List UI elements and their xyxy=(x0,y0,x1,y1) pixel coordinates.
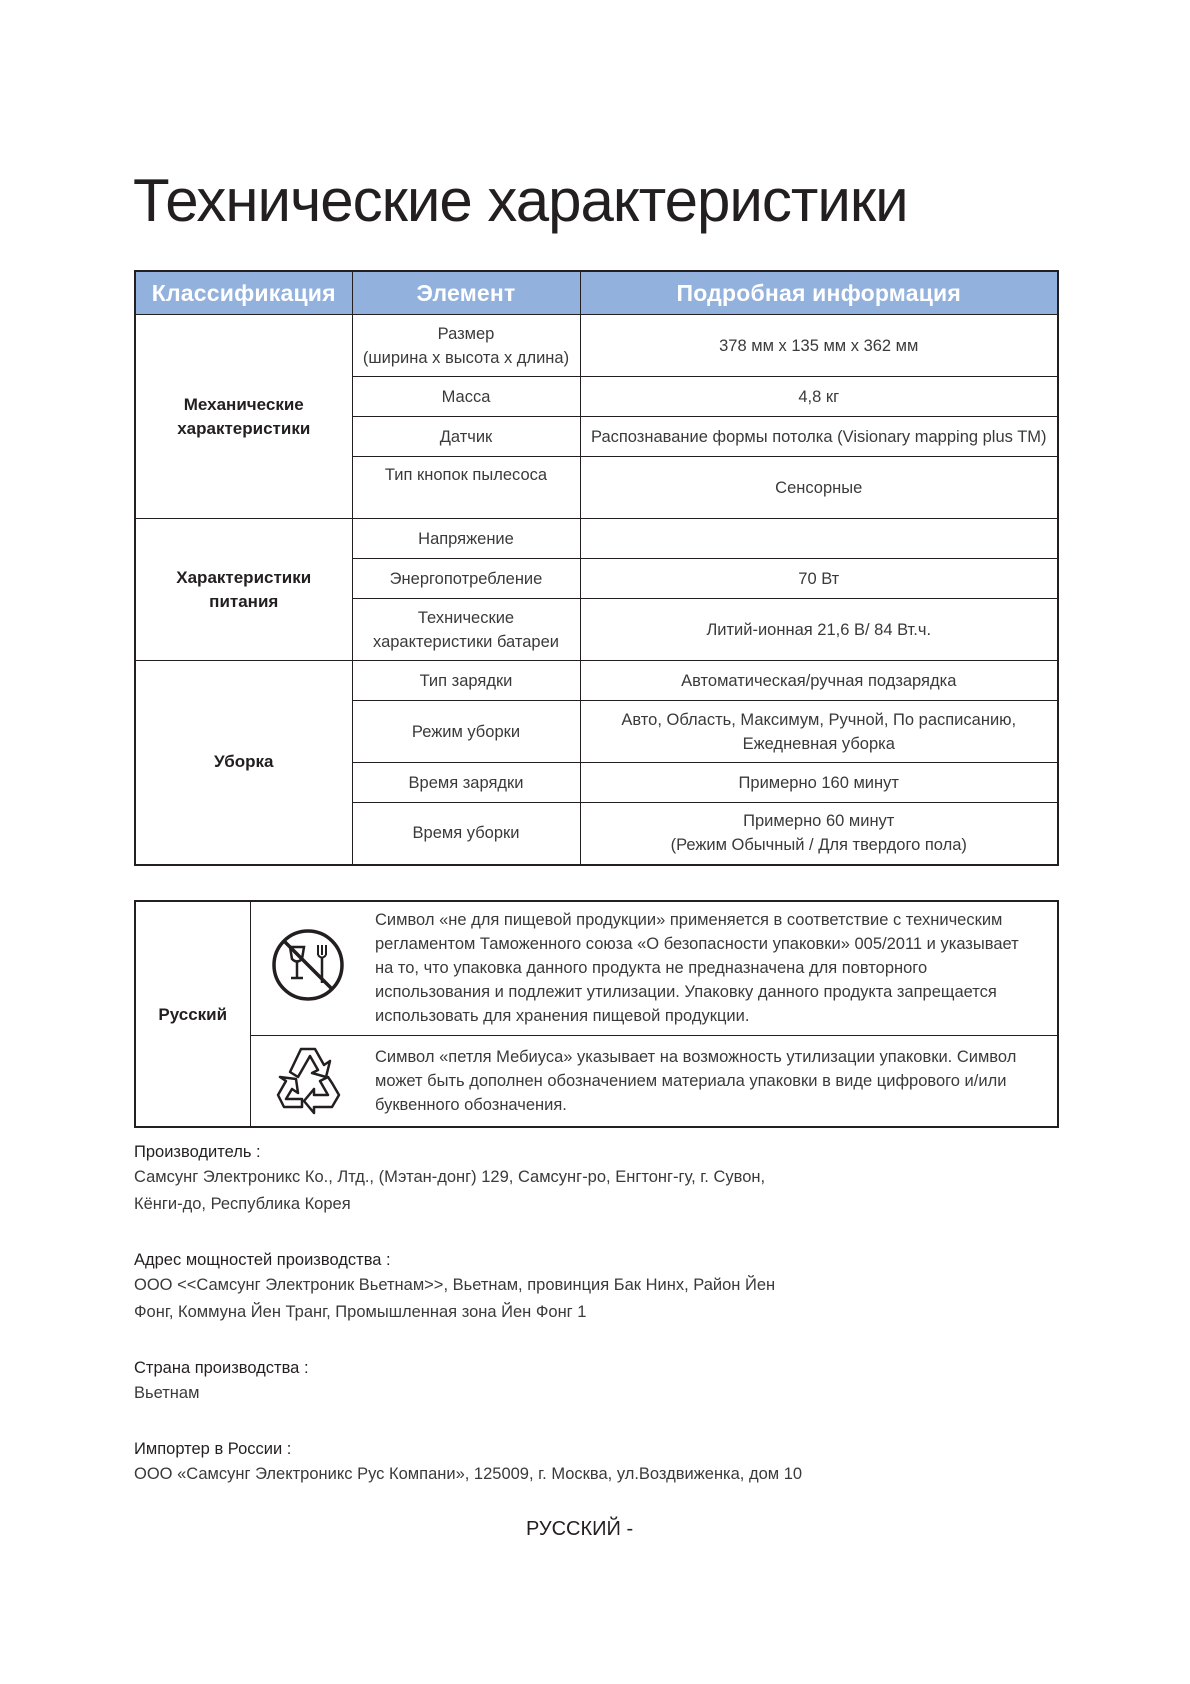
language-label: Русский xyxy=(135,901,250,1127)
symbol-description: Символ «петля Мебиуса» указывает на возможность утилизации упаковки. Символ может быть дополнен обозначением материала упаковки в виде цифрового и/или буквенного обозначения. xyxy=(365,1035,1058,1127)
country-text: Вьетнам xyxy=(134,1384,200,1402)
facility-block xyxy=(134,1248,934,1326)
page-title: Технические характеристики xyxy=(133,167,908,234)
detail-cell: Автоматическая/ручная подзарядка xyxy=(580,661,1058,701)
detail-cell: 4,8 кг xyxy=(580,377,1058,417)
specifications-table xyxy=(134,270,1059,866)
element-cell: Масса xyxy=(352,377,580,417)
detail-cell: 378 мм x 135 мм x 362 мм xyxy=(580,315,1058,377)
table-row xyxy=(135,315,1058,377)
detail-cell: Литий-ионная 21,6 В/ 84 Вт.ч. xyxy=(580,599,1058,661)
mobius-loop-icon xyxy=(250,1035,365,1127)
importer-block xyxy=(134,1437,934,1488)
detail-cell: Примерно 60 минут (Режим Обычный / Для твердого пола) xyxy=(580,803,1058,865)
importer-label: Импортер в России : xyxy=(134,1440,292,1458)
header-element: Элемент xyxy=(352,271,580,315)
element-cell: Напряжение xyxy=(352,519,580,559)
header-details: Подробная информация xyxy=(580,271,1058,315)
country-block xyxy=(134,1356,934,1407)
detail-cell: 70 Вт xyxy=(580,559,1058,599)
detail-cell: Примерно 160 минут xyxy=(580,763,1058,803)
detail-cell: Авто, Область, Максимум, Ручной, По расписанию, Ежедневная уборка xyxy=(580,701,1058,763)
symbol-row xyxy=(135,901,1058,1035)
manufacturer-label: Производитель : xyxy=(134,1143,261,1161)
manufacturer-block xyxy=(134,1140,934,1218)
page-footer: РУССКИЙ - xyxy=(526,1518,634,1540)
country-label: Страна производства : xyxy=(134,1359,309,1377)
manufacturer-text: Самсунг Электроникс Ко., Лтд., (Мэтан-донг) 129, Самсунг-ро, Енгтонг-гу, г. Сувон, Кёнги-до, Республика Корея xyxy=(134,1168,766,1213)
symbol-row xyxy=(135,1035,1058,1127)
category-cell: Уборка xyxy=(135,661,352,865)
detail-cell: Сенсорные xyxy=(580,457,1058,519)
element-cell: Режим уборки xyxy=(352,701,580,763)
element-cell: Тип кнопок пылесоса xyxy=(352,457,580,519)
category-cell: Механические характеристики xyxy=(135,315,352,519)
category-cell: Характеристики питания xyxy=(135,519,352,661)
element-cell: Время уборки xyxy=(352,803,580,865)
table-row xyxy=(135,661,1058,701)
header-classification: Классификация xyxy=(135,271,352,315)
importer-text: ООО «Самсунг Электроникс Рус Компани», 125009, г. Москва, ул.Воздвиженка, дом 10 xyxy=(134,1465,803,1483)
symbol-description: Символ «не для пищевой продукции» применяется в соответствие с техническим регламентом Таможенного союза «О безопасности упаковки» 005/2011 и указывает на то, что упаковка данного продукта не предназначена для повторного использования и подлежит утилизации. Упаковку данного продукта запрещается использовать для хранения пищевой продукции. xyxy=(365,901,1058,1035)
table-header-row xyxy=(135,271,1058,315)
element-cell: Тип зарядки xyxy=(352,661,580,701)
facility-text: ООО <<Самсунг Электроник Вьетнам>>, Вьетнам, провинция Бак Нинх, Район Йен Фонг, Коммуна Йен Транг, Промышленная зона Йен Фонг 1 xyxy=(134,1276,776,1321)
facility-label: Адрес мощностей производства : xyxy=(134,1251,391,1269)
element-cell: Время зарядки xyxy=(352,763,580,803)
element-cell: Энергопотребление xyxy=(352,559,580,599)
detail-cell: Распознавание формы потолка (Visionary mapping plus TM) xyxy=(580,417,1058,457)
element-cell: Датчик xyxy=(352,417,580,457)
not-for-food-icon xyxy=(250,901,365,1035)
element-cell: Размер (ширина x высота x длина) xyxy=(352,315,580,377)
element-cell: Технические характеристики батареи xyxy=(352,599,580,661)
detail-cell xyxy=(580,519,1058,559)
table-row xyxy=(135,519,1058,559)
packaging-symbols-table xyxy=(134,900,1059,1128)
